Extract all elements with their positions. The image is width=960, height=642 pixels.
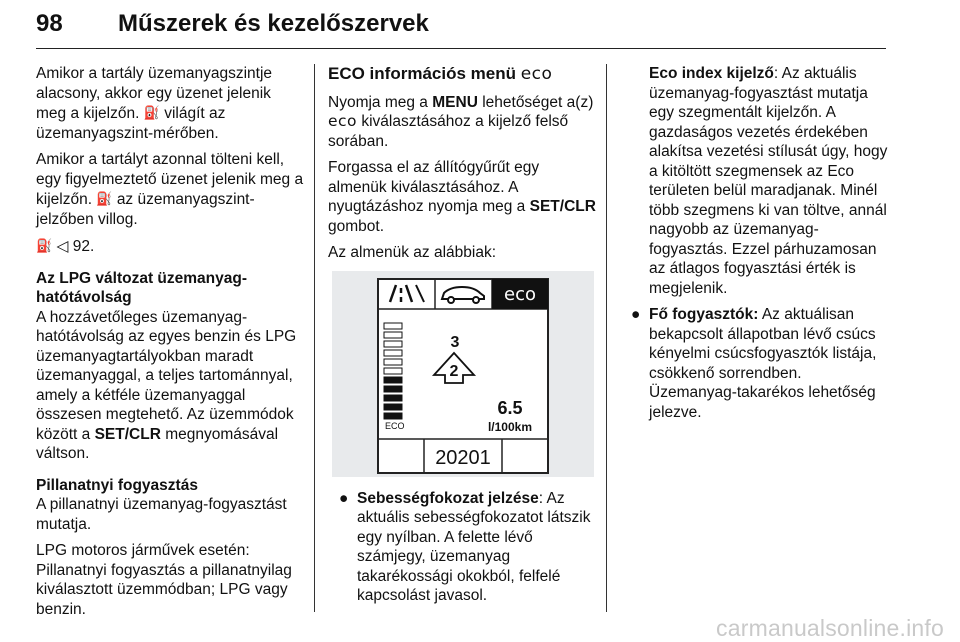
page-reference-icon: ◁ [56, 238, 69, 255]
eco-display-svg [332, 271, 594, 477]
eco-menu-intro: Nyomja meg a MENU lehetőséget a(z) eco kiválasztásához a kijelző felső sorában. [328, 93, 594, 150]
eco-segment-empty [384, 359, 402, 365]
watermark: carmanualsonline.info [716, 615, 944, 641]
eco-segment-filled [384, 395, 402, 401]
set-clr-key: SET/CLR [529, 198, 596, 215]
eco-index-paragraph: Eco index kijelző: Az aktuális üzemanyag-fogyasztást mutatja egy szegmentált kijelzőn. A gazdaságos vezetés érdekében alakítsa vezetési stílusát úgy, hogy a kitöltött szegmensek az Eco területen belül maradjanak. Minél több szegmens ki van töltve, annál nagyobb az üzemanyag-fogyasztás. Ezzel párhuzamosan az átlagos fogyasztási érték is megjelenik. [649, 65, 888, 297]
set-clr-key: SET/CLR [94, 425, 161, 443]
bullet-dot: ● [339, 489, 349, 507]
list-item [328, 489, 596, 606]
instant-consumption-heading: Pillanatnyi fogyasztás [36, 476, 198, 494]
main-consumers-text: Az aktuálisan bekapcsolt állapotban lévő csúcs kényelmi csúcsfogyasztók listája, csökkenő sorrendben. Üzemanyag-takarékos lehetőség jelezve. [649, 306, 877, 421]
eco-segment-empty [384, 350, 402, 356]
eco-segment-filled [384, 377, 402, 383]
eco-segment-empty [384, 341, 402, 347]
paragraph-crossref: ⛽ ◁ 92. [36, 238, 95, 255]
page-header [36, 4, 886, 48]
current-gear: 2 [449, 362, 459, 380]
eco-index-bar [384, 323, 402, 419]
column-2 [328, 64, 596, 613]
lpg-range-heading: Az LPG változat üzemanyag-hatótávolság [36, 269, 248, 306]
odometer-value: 20201 [435, 446, 491, 469]
eco-display-illustration [332, 271, 594, 477]
fuel-pump-icon: ⛽ [143, 105, 160, 120]
eco-symbol: eco [328, 112, 358, 130]
eco-segment-empty [384, 368, 402, 374]
paragraph-refuel-now: Amikor a tartályt azonnal tölteni kell, egy figyelmeztető üzenet jelenik meg a kijelzőn. ⛽ az üzemanyagszint-jelzőben villog. [36, 151, 304, 228]
eco-symbol: eco [520, 64, 553, 84]
main-consumers-title: Fő fogyasztók: [649, 306, 759, 323]
page-title: Műszerek és kezelőszervek [118, 10, 429, 37]
menu-key: MENU [432, 93, 478, 111]
eco-segment-empty [384, 323, 402, 329]
gear-indication-title: Sebességfokozat jelzése [357, 489, 539, 507]
column-3 [620, 64, 888, 429]
lpg-range-text: A hozzávetőleges üzemanyag-hatótávolság az egyes benzin és LPG üzemanyagtartályokban maradt üzemanyaggal, a teljes tartománnyal, amely a kétféle üzemanyaggal összesen megtehető. Az üzemmódok között a SET/CLR megnyomásával váltson. [36, 308, 297, 462]
submenu-lead: Az almenük az alábbiak: [328, 244, 497, 261]
eco-bar-label: ECO [385, 420, 405, 431]
instant-consumption-text: A pillanatnyi üzemanyag-fogyasztást mutatja. [36, 496, 287, 533]
eco-segment-filled [384, 413, 402, 419]
list-item [620, 305, 888, 422]
eco-segment-filled [384, 386, 402, 392]
consumption-unit: l/100km [487, 419, 533, 434]
suggested-gear: 3 [450, 333, 460, 351]
eco-menu-select: Forgassa el az állítógyűrűt egy almenük kiválasztásához. A nyugtázáshoz nyomja meg a SET/CLR gombot. [328, 159, 596, 235]
bullet-dot: ● [631, 306, 641, 323]
consumption-value: 6.5 [497, 397, 523, 418]
eco-segment-empty [384, 332, 402, 338]
paragraph-low-fuel: Amikor a tartály üzemanyagszintje alacsony, akkor egy üzenet jelenik meg a kijelzőn. ⛽ világít az üzemanyagszint-mérőben. [36, 65, 273, 142]
eco-tab-label: eco [504, 283, 536, 305]
lpg-cars-text: LPG motoros járművek esetén: Pillanatnyi fogyasztás a pillanatnyilag kiválasztott üzemmódban; LPG vagy benzin. [36, 542, 292, 618]
page-number: 98 [36, 10, 63, 37]
fuel-pump-icon: ⛽ [96, 191, 113, 206]
header-rule [36, 48, 886, 49]
fuel-pump-icon: ⛽ [36, 238, 53, 253]
eco-segment-filled [384, 404, 402, 410]
gear-indication-text: : Az aktuális sebességfokozatot látszik egy nyílban. A felette lévő számjegy, üzemanyag takarékossági okokból, felfelé kapcsolást javasol. [357, 489, 591, 604]
column-divider-1 [314, 64, 315, 612]
column-1 [36, 64, 304, 626]
column-divider-2 [606, 64, 607, 612]
eco-index-title: Eco index kijelző [649, 65, 774, 82]
eco-menu-heading: ECO információs menü eco [328, 64, 553, 84]
